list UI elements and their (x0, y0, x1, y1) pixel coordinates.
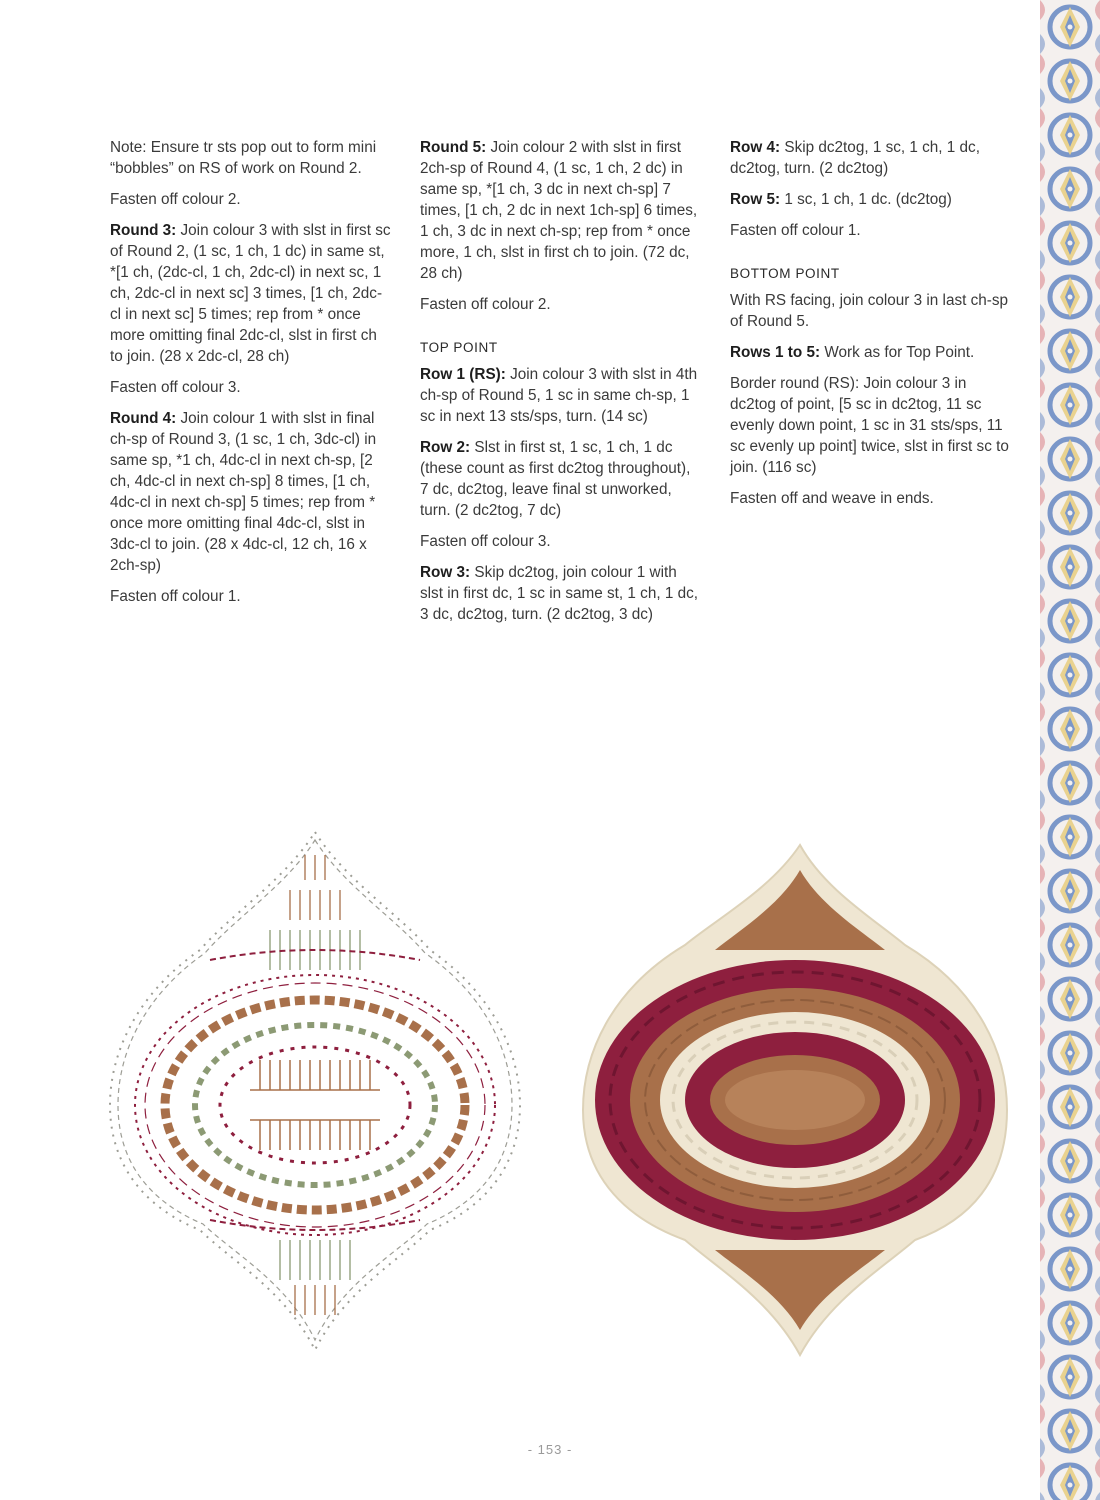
top-point-heading: TOP POINT (420, 340, 498, 355)
crochet-stitch-chart-icon (100, 820, 530, 1360)
fasten-off-colour-3: Fasten off colour 3. (110, 379, 241, 396)
decorative-tile-border-icon (1040, 0, 1100, 1500)
crocheted-ornament-photo-icon (575, 840, 1015, 1360)
row-2-instruction (420, 437, 702, 521)
border-round-instruction: Border round (RS): Join colour 3 in dc2tog of point, [5 sc in dc2tog, 11 sc evenly down point, 1 sc in 31 sts/sps, 11 sc evenly up point] twice, slst in first sc to join. (116 sc) (730, 375, 1009, 476)
row-5-label: Row 5: (730, 191, 781, 208)
round-4-text: Join colour 1 with slst in final ch-sp of Round 3, (1 sc, 1 ch, 3dc-cl) in same sp, *1 ch, 4dc-cl in next ch-sp, [2 ch, 4dc-cl in next ch-sp] 8 times, [1 ch, 4dc-cl in next ch-sp] 5 times; rep from * once more omitting final 4dc-cl, slst in 3dc-cl to join. (28 x 4dc-cl, 12 ch, 16 x 2ch-sp) (110, 410, 377, 574)
instructions-column-right (730, 137, 1012, 519)
round-3-text: Join colour 3 with slst in first sc of Round 2, (1 sc, 1 ch, 1 dc) in same st, *[1 ch, (2dc-cl, 1 ch, 2dc-cl) in next sc, 1 ch, 2dc-cl in next sc] 3 times, [1 ch, 2dc-cl in next sc] 5 times; rep from * once more omitting final 2dc-cl, slst in first ch to join. (28 x 2dc-cl, 28 ch) (110, 222, 391, 365)
row-3-label: Row 3: (420, 564, 471, 581)
round-3-instruction (110, 220, 392, 367)
row-3-text: Skip dc2tog, join colour 1 with slst in first dc, 1 sc in same st, 1 ch, 1 dc, 3 dc, dc2tog, turn. (2 dc2tog, 3 dc) (420, 564, 698, 623)
page-number: - 153 - (527, 1442, 573, 1457)
round-4-instruction (110, 408, 392, 576)
rows-1-to-5-instruction (730, 342, 1012, 363)
crocheted-ornament-photo (575, 840, 1015, 1360)
row-1-instruction (420, 364, 702, 427)
round-5-label: Round 5: (420, 139, 487, 156)
row-4-label: Row 4: (730, 139, 781, 156)
round-3-label: Round 3: (110, 222, 177, 239)
row-4-text: Skip dc2tog, 1 sc, 1 ch, 1 dc, dc2tog, turn. (2 dc2tog) (730, 139, 980, 177)
row-2-label: Row 2: (420, 439, 471, 456)
round-5-text: Join colour 2 with slst in first 2ch-sp of Round 4, (1 sc, 1 ch, 2 dc) in same sp, *[1 ch, 3 dc in next ch-sp] 7 times, [1 ch, 2 dc in next 1ch-sp] 6 times, 1 ch, 3 dc in next ch-sp; rep from * once more, 1 ch, slst in first ch to join. (72 dc, 28 ch) (420, 139, 698, 282)
fasten-off-colour-1: Fasten off colour 1. (730, 222, 861, 239)
row-1-text: Join colour 3 with slst in 4th ch-sp of Round 5, 1 sc in same ch-sp, 1 sc in next 13 sts/sps, turn. (14 sc) (420, 366, 698, 425)
fasten-off-and-weave: Fasten off and weave in ends. (730, 490, 934, 507)
rows-1-to-5-text: Work as for Top Point. (820, 344, 975, 361)
row-4-instruction (730, 137, 1012, 179)
fasten-off-colour-2: Fasten off colour 2. (110, 191, 241, 208)
row-2-text: Slst in first st, 1 sc, 1 ch, 1 dc (these count as first dc2tog throughout), 7 dc, dc2tog, leave final st unworked, turn. (2 dc2tog, 7 dc) (420, 439, 691, 519)
bottom-point-heading: BOTTOM POINT (730, 266, 840, 281)
rs-facing-instruction: With RS facing, join colour 3 in last ch-sp of Round 5. (730, 292, 1009, 330)
fasten-off-colour-3: Fasten off colour 3. (420, 533, 551, 550)
round-5-instruction (420, 137, 702, 284)
decorative-border (1040, 0, 1100, 1500)
fasten-off-colour-2: Fasten off colour 2. (420, 296, 551, 313)
fasten-off-colour-1: Fasten off colour 1. (110, 588, 241, 605)
round-4-label: Round 4: (110, 410, 177, 427)
rows-1-to-5-label: Rows 1 to 5: (730, 344, 821, 361)
note-text: Note: Ensure tr sts pop out to form mini “bobbles” on RS of work on Round 2. (110, 139, 377, 177)
row-5-instruction (730, 189, 1012, 210)
row-1-label: Row 1 (RS): (420, 366, 506, 383)
instructions-column-middle (420, 137, 702, 635)
instructions-column-left (110, 137, 392, 617)
row-3-instruction (420, 562, 702, 625)
row-5-text: 1 sc, 1 ch, 1 dc. (dc2tog) (780, 191, 952, 208)
crochet-chart-figure (100, 820, 530, 1360)
